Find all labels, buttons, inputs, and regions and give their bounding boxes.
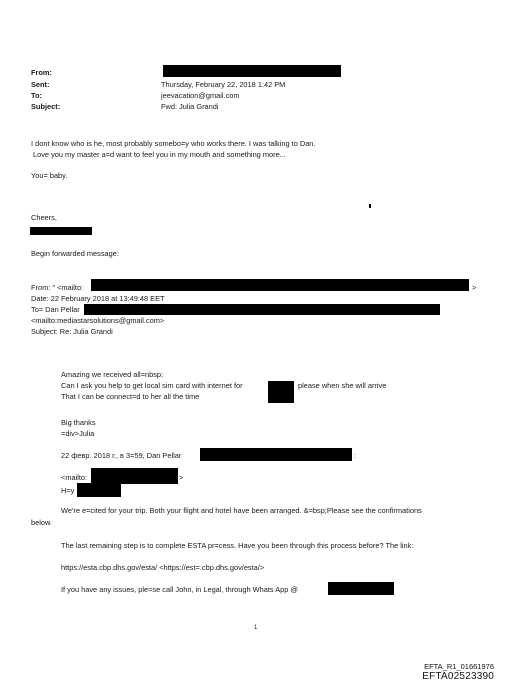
msg-line-7-end: >: [179, 473, 184, 482]
msg-line-6: 22 февр. 2018 г., в 3=59, Dan Pellar: [61, 451, 182, 460]
msg-line-1: Amazing we received all=nbsp;: [61, 370, 164, 379]
sent-value: Thursday, February 22, 2018 1:42 PM: [161, 80, 286, 89]
begin-forwarded-text: Begin forwarded message:: [31, 249, 119, 258]
speck-mark: [369, 204, 371, 208]
subject-value: Fwd: Julia Grandi: [161, 102, 219, 111]
to-label: To:: [31, 91, 42, 100]
msg-line-2a: Can I ask you help to get local sim card with internet for: [61, 381, 243, 390]
msg-line-8: H=y: [61, 486, 75, 495]
to-value: jeevacation@gmail.com: [161, 91, 240, 100]
msg-line-12: If you have any issues, ple=se call John, in Legal, through Whats App @: [61, 585, 298, 594]
fwd-to-line: To= Dan Pellar: [31, 305, 80, 314]
redaction-whatsapp: [328, 582, 394, 595]
fwd-from-line: From: " <mailto:: [31, 283, 84, 292]
msg-line-10: The last remaining step is to complete ESTA pr=cess. Have you been through this process before? The link:: [61, 541, 414, 550]
msg-line-5: =div>Julia: [61, 429, 95, 438]
redaction-fwd-from: [91, 279, 469, 291]
cheers-text: Cheers,: [31, 213, 57, 222]
body-line-1: I dont know who is he, most probably somebo=y who works there. I was talking to Dan.: [31, 139, 316, 148]
msg-line-9b: below.: [31, 518, 52, 527]
subject-label: Subject:: [31, 102, 61, 111]
redaction-sim-name: [268, 381, 294, 403]
footer-id-2: EFTA02523390: [422, 671, 494, 682]
redaction-signature: [30, 227, 92, 235]
msg-line-11: https://esta.cbp.dhs.gov/esta/ <https://est=.cbp.dhs.gov/esta/>: [61, 563, 265, 572]
page-number: 1: [254, 625, 258, 631]
msg-line-6-end: :: [354, 451, 357, 460]
sent-label: Sent:: [31, 80, 50, 89]
redaction-quote-mailto: [91, 468, 178, 484]
redaction-greeting: [77, 483, 121, 497]
msg-line-4: Big thanks: [61, 418, 96, 427]
fwd-subject-line: Subject: Re: Julia Grandi: [31, 327, 113, 336]
msg-line-3: That I can be connect=d to her all the time: [61, 392, 200, 401]
msg-line-7: <mailto:: [61, 473, 88, 482]
from-label: From:: [31, 68, 52, 77]
body-line-3: You= baby.: [31, 171, 68, 180]
msg-line-9: We're e=cited for your trip. Both your flight and hotel have been arranged. &=bsp;Please see the confirmations: [61, 506, 422, 515]
fwd-date-line: Date: 22 February 2018 at 13:49:48 EET: [31, 294, 165, 303]
msg-line-2b: please when she will arrive: [298, 381, 387, 390]
redaction-fwd-to: [84, 304, 440, 315]
fwd-mailto-line: <mailto:mediastarsolutions@gmail.com>: [31, 316, 165, 325]
body-line-2: Love you my master a=d want to feel you in my mouth and something more...: [33, 150, 286, 159]
fwd-from-end: >: [472, 283, 477, 292]
redaction-from: [163, 65, 341, 77]
footer-id-1: EFTA_R1_01661976: [424, 662, 494, 671]
redaction-quote-from: [200, 448, 352, 461]
